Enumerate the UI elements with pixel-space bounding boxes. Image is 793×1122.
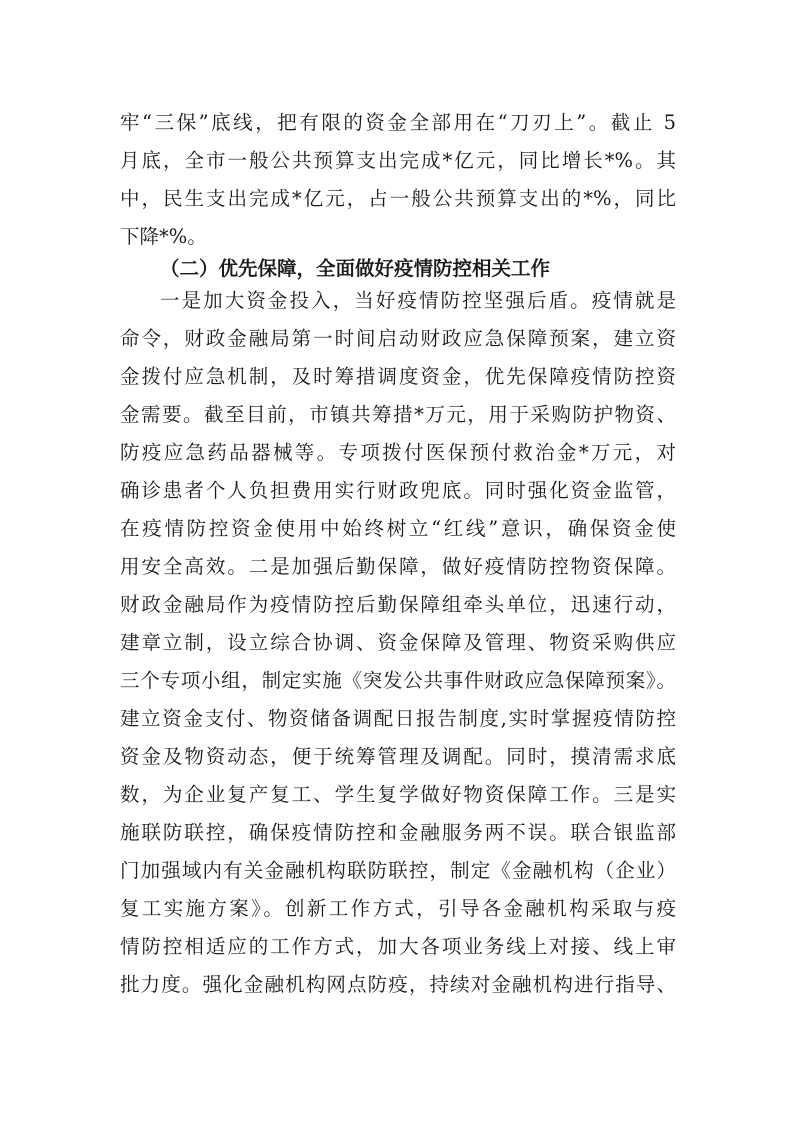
paragraph-line: 牢“三保”底线，把有限的资金全部用在“刀刃上”。截止 5 xyxy=(120,111,676,134)
paragraph-line: 确诊患者个人负担费用实行财政兜底。同时强化资金监管， xyxy=(120,479,676,502)
paragraph-line: 财政金融局作为疫情防控后勤保障组牵头单位，迅速行动， xyxy=(120,593,676,616)
paragraph-line: 下降*%。 xyxy=(120,225,207,248)
paragraph-line: 月底，全市一般公共预算支出完成*亿元，同比增长*%。其 xyxy=(120,149,676,172)
paragraph-line: 数，为企业复产复工、学生复学做好物资保障工作。三是实 xyxy=(120,783,676,806)
paragraph-line: 三个专项小组，制定实施《突发公共事件财政应急保障预案》。 xyxy=(120,669,676,692)
paragraph-line: 门加强域内有关金融机构联防联控，制定《金融机构（企业） xyxy=(120,859,676,882)
paragraph-line: 建章立制，设立综合协调、资金保障及管理、物资采购供应 xyxy=(120,631,676,654)
paragraph-line: 资金及物资动态，便于统筹管理及调配。同时，摸清需求底 xyxy=(120,745,676,768)
paragraph-line: 用安全高效。二是加强后勤保障，做好疫情防控物资保障。 xyxy=(120,555,676,578)
paragraph-line: 情防控相适应的工作方式，加大各项业务线上对接、线上审 xyxy=(120,935,676,958)
paragraph-line: 在疫情防控资金使用中始终树立“红线”意识，确保资金使 xyxy=(120,517,676,540)
paragraph-line: 防疫应急药品器械等。专项拨付医保预付救治金*万元，对 xyxy=(120,441,676,464)
paragraph-line: 命令，财政金融局第一时间启动财政应急保障预案，建立资 xyxy=(120,327,676,350)
paragraph-line: 金需要。截至目前，市镇共筹措*万元，用于采购防护物资、 xyxy=(120,403,676,426)
paragraph-line: 批力度。强化金融机构网点防疫，持续对金融机构进行指导、 xyxy=(120,973,676,996)
paragraph-line: 复工实施方案》。创新工作方式，引导各金融机构采取与疫 xyxy=(120,897,676,920)
section-heading: （二）优先保障，全面做好疫情防控相关工作 xyxy=(160,257,551,280)
paragraph-line: 金拨付应急机制，及时筹措调度资金，优先保障疫情防控资 xyxy=(120,365,676,388)
paragraph-line: 施联防联控，确保疫情防控和金融服务两不误。联合银监部 xyxy=(120,821,676,844)
paragraph-line: 建立资金支付、物资储备调配日报告制度,实时掌握疫情防控 xyxy=(120,707,676,730)
paragraph-line: 一是加大资金投入，当好疫情防控坚强后盾。疫情就是 xyxy=(160,289,676,312)
paragraph-line: 中，民生支出完成*亿元，占一般公共预算支出的*%，同比 xyxy=(120,187,676,210)
